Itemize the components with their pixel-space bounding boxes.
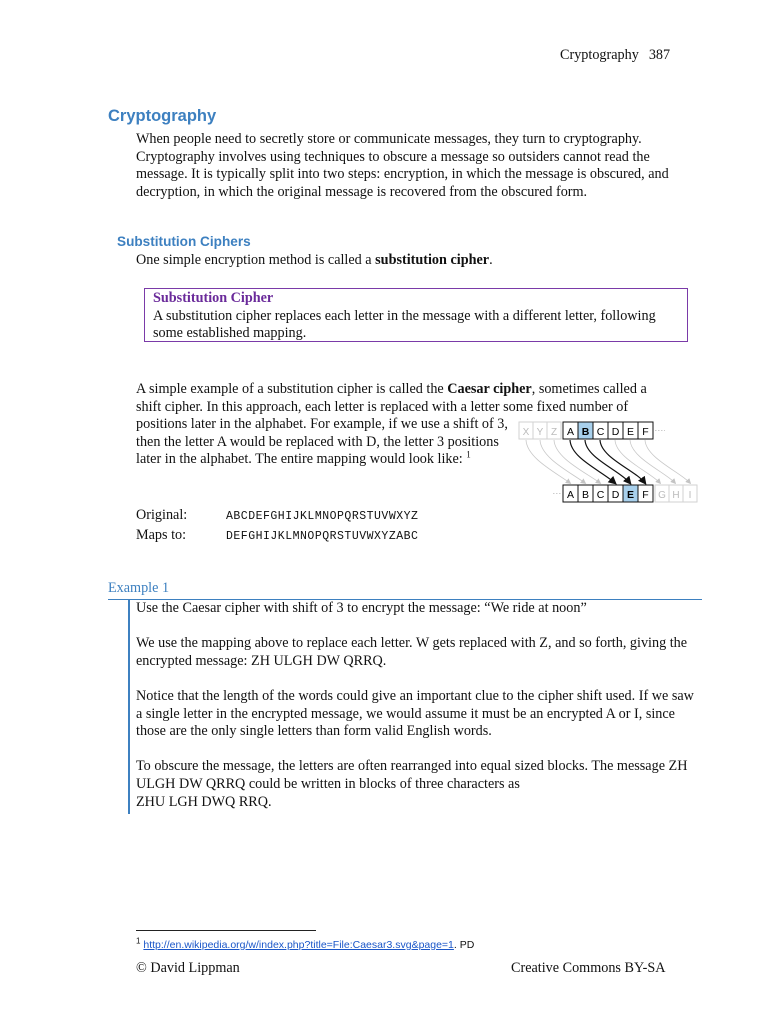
diagram-letter: E: [626, 489, 635, 501]
caesar-term: Caesar cipher: [447, 381, 532, 397]
footnote-number: 1: [136, 936, 141, 946]
footnote-suffix: . PD: [453, 939, 475, 951]
section-title: Cryptography: [108, 107, 217, 125]
example-paragraph: [136, 758, 698, 811]
caesar-paragraph-top: [136, 381, 696, 416]
definition-title: Substitution Cipher: [153, 290, 274, 306]
diagram-letter: A: [566, 426, 575, 438]
footnote: [136, 937, 474, 955]
diagram-letter: F: [642, 489, 649, 501]
diagram-top-faded: [519, 422, 561, 439]
substitution-intro-text: One simple encryption method is called a: [136, 252, 376, 268]
diagram-letter: Y: [536, 427, 544, 438]
footnote-link[interactable]: http://en.wikipedia.org/w/index.php?title=File:Caesar3.svg&page=1: [143, 939, 454, 951]
diagram-letter: F: [642, 426, 649, 438]
substitution-intro-end: .: [489, 252, 493, 268]
diagram-letter: B: [581, 489, 590, 501]
definition-body: A substitution cipher replaces each letter in the message with a different letter, following some established mapping.: [153, 307, 656, 342]
footnote-rule: [136, 930, 316, 931]
diagram-letter: C: [596, 426, 605, 438]
diagram-bottom-faded: [655, 485, 697, 502]
diagram-letter: D: [611, 489, 620, 501]
running-head: [560, 47, 670, 65]
diagram-dark-arrows: [570, 440, 645, 483]
example-text: ZHU LGH DWQ RRQ.: [136, 793, 272, 810]
diagram-faded-arrows: [526, 440, 690, 483]
diagram-top-boxes: [563, 422, 653, 439]
diagram-letter: D: [611, 426, 620, 438]
footer-author: © David Lippman: [136, 960, 240, 976]
example-side-bar: [128, 600, 130, 814]
caesar-text-b: , sometimes called a: [531, 381, 647, 397]
diagram-letter: G: [658, 490, 666, 501]
substitution-term: substitution cipher: [375, 252, 490, 268]
caesar-shift-diagram: [515, 420, 705, 504]
caesar-paragraph-rest: [136, 416, 508, 469]
diagram-letter: B: [581, 426, 590, 438]
original-row: [136, 507, 418, 526]
subsection-title: Substitution Ciphers: [117, 234, 251, 249]
diagram-letter: X: [522, 427, 530, 438]
maps-alphabet: DEFGHIJKLMNOPQRSTUVWXYZABC: [226, 530, 419, 543]
caesar-text-c: shift cipher. In this approach, each letter is replaced with a letter some fixed number of: [136, 398, 629, 415]
example-body: [136, 600, 698, 829]
substitution-intro: [136, 252, 493, 270]
maps-row: [136, 527, 418, 546]
diagram-letter: A: [566, 489, 575, 501]
diagram-letter: C: [596, 489, 605, 501]
example-label: Example 1: [108, 580, 170, 596]
diagram-letter: H: [672, 490, 680, 501]
caesar-text-d: positions later in the alphabet. For example, if we use a shift of 3, then the letter A would be replaced with D, the letter 3 positions later in the alphabet. The entire mapping would look like:: [136, 416, 508, 468]
example-paragraph: We use the mapping above to replace each letter. W gets replaced with Z, and so forth, giving the encrypted message: ZH ULGH DW QRRQ.: [136, 635, 688, 669]
definition-box: [144, 288, 688, 342]
original-alphabet: ABCDEFGHIJKLMNOPQRSTUVWXYZ: [226, 510, 419, 523]
example-paragraph: Use the Caesar cipher with shift of 3 to encrypt the message: “We ride at noon”: [136, 600, 587, 616]
original-label: Original:: [136, 507, 188, 523]
example-paragraph: Notice that the length of the words could give an important clue to the cipher shift used. If we saw a single letter in the encrypted message, we would assume it must be an encrypted A or I, since those are the only single letters than form valid English words.: [136, 687, 694, 740]
diagram-letter: Z: [550, 427, 558, 438]
maps-label: Maps to:: [136, 527, 187, 543]
footnote-ref[interactable]: 1: [466, 449, 471, 460]
diagram-letter: I: [688, 490, 692, 501]
footer-license: Creative Commons BY-SA: [511, 960, 666, 976]
example-text: To obscure the message, the letters are often rearranged into equal sized blocks. The message ZH ULGH DW QRRQ could be written in blocks of three characters as: [136, 758, 688, 792]
running-head-title: Cryptography: [560, 47, 639, 63]
diagram-letter: E: [626, 426, 635, 438]
intro-paragraph: When people need to secretly store or communicate messages, they turn to cryptography. Cryptography involves using techniques to obscure a message so outsiders cannot read the message. It is typically split into two steps: encryption, in which the message is obscured, and decryption, in which the original message is recovered from the obscured form.: [136, 131, 669, 200]
page-number: 387: [648, 47, 671, 63]
diagram-bottom-boxes: [563, 485, 653, 502]
caesar-text-a: A simple example of a substitution cipher is called the: [136, 381, 448, 397]
